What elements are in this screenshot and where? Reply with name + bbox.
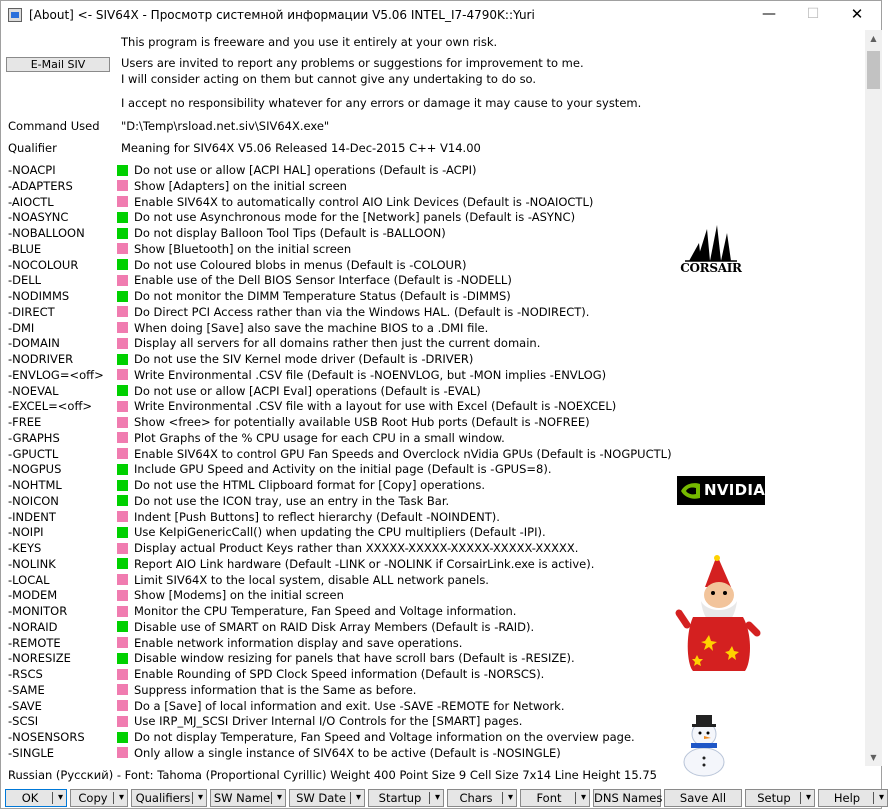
chars-button[interactable] (447, 789, 517, 807)
qualifier-label: Qualifier (8, 141, 57, 155)
qualifier-flag: -REMOTE (8, 635, 61, 650)
qualifier-description: Use KeIpiGenericCall() when updating the CPU multipliers (Default -IPI). (134, 525, 546, 540)
setup-button[interactable] (745, 789, 815, 807)
button-label: Copy (78, 791, 108, 805)
pink-blob-icon (117, 417, 128, 428)
qualifier-description: Display actual Product Keys rather than XXXXX-XXXXX-XXXXX-XXXXX-XXXXX. (134, 541, 579, 555)
qualifier-description: Limit SIV64X to the local system, disable ALL network panels. (134, 572, 489, 587)
green-blob-icon (117, 621, 128, 632)
green-blob-icon (117, 653, 128, 664)
green-blob-icon (117, 385, 128, 396)
qualifier-description: When doing [Save] also save the machine BIOS to a .DMI file. (134, 320, 489, 335)
qualifier-description: Monitor the CPU Temperature, Fan Speed and Voltage information. (134, 604, 517, 618)
pink-blob-icon (117, 180, 128, 191)
qualifier-flag: -EXCEL=<off> (8, 399, 93, 414)
qualifier-description: Use IRP_MJ_SCSI Driver Internal I/O Controls for the [SMART] pages. (134, 714, 523, 729)
scroll-thumb[interactable] (867, 51, 880, 89)
button-separator (113, 792, 114, 804)
qualifier-description: Include GPU Speed and Activity on the initial page (Default is -GPUS=8). (134, 462, 552, 477)
button-separator (52, 792, 53, 804)
qualifier-flag: -RSCS (8, 667, 43, 681)
qualifier-flag: -AIOCTL (8, 194, 54, 209)
button-label: DNS Names (594, 791, 663, 805)
qualifier-flag: -NOIPI (8, 525, 44, 540)
qualifier-flag: -NODRIVER (8, 352, 74, 366)
green-blob-icon (117, 495, 128, 506)
qualifier-flag: -SINGLE (8, 745, 55, 760)
chevron-down-icon[interactable]: ▾ (276, 792, 282, 803)
qualifier-flag: -DIRECT (8, 304, 55, 319)
qualifier-flag: -NOGPUS (8, 462, 62, 477)
chevron-down-icon[interactable]: ▾ (580, 792, 586, 803)
button-separator (800, 792, 801, 804)
qualifier-description: Do not use Asynchronous mode for the [Network] panels (Default is -ASYNC) (134, 210, 576, 225)
qualifier-description: Disable window resizing for panels that have scroll bars (Default is -RESIZE). (134, 651, 575, 666)
qualifier-description: Enable use of the Dell BIOS Sensor Interface (Default is -NODELL) (134, 273, 512, 288)
about-content (1, 30, 865, 766)
qualifier-flag: -NOHTML (8, 478, 62, 492)
chevron-down-icon[interactable]: ▾ (57, 792, 63, 803)
snowman-mascot-icon (677, 712, 731, 776)
qualifier-flag: -NODIMMS (8, 289, 70, 303)
command-used-value: "D:\Temp\rsload.net.siv\SIV64X.exe" (121, 119, 330, 133)
qualifier-description: Do not use the HTML Clipboard format for [Copy] operations. (134, 478, 485, 492)
qualifier-flag: -MONITOR (8, 604, 68, 618)
qualifier-flag: -BLUE (8, 241, 42, 256)
copy-button[interactable] (70, 789, 128, 807)
save-all-button[interactable] (664, 789, 742, 807)
chevron-down-icon[interactable]: ▾ (434, 792, 440, 803)
pink-blob-icon (117, 448, 128, 459)
pink-blob-icon (117, 306, 128, 317)
qualifier-flag: -NOEVAL (8, 383, 59, 398)
button-separator (350, 792, 351, 804)
qualifier-flag: -NOBALLOON (8, 226, 85, 240)
pink-blob-icon (117, 684, 128, 695)
button-label: Help (833, 791, 861, 805)
pink-blob-icon (117, 322, 128, 333)
qualifier-flag: -GRAPHS (8, 430, 60, 445)
qualifier-description: Write Environmental .CSV file with a layout for use with Excel (Default is -NOEXCEL) (134, 399, 617, 414)
qualifier-flag: -NOLINK (8, 556, 56, 571)
qualifier-description: Do not display Temperature, Fan Speed and Voltage information on the overview page. (134, 730, 635, 744)
minimize-button[interactable]: — (762, 6, 776, 22)
pink-blob-icon (117, 432, 128, 443)
pink-blob-icon (117, 606, 128, 617)
button-label: Chars (459, 791, 493, 805)
qualifier-description: Suppress information that is the Same as before. (134, 682, 417, 697)
qualifier-description: Show [Bluetooth] on the initial screen (134, 241, 352, 256)
button-label: Startup (378, 791, 422, 805)
button-separator (271, 792, 272, 804)
qualifier-description: Do not use the SIV Kernel mode driver (Default is -DRIVER) (134, 352, 474, 366)
qualifier-description: Do not use or allow [ACPI HAL] operations (Default is -ACPI) (134, 163, 477, 177)
button-label: Font (536, 791, 562, 805)
qualifier-description: Plot Graphs of the % CPU usage for each CPU in a small window. (134, 430, 505, 445)
qualifier-description: Show [Adapters] on the initial screen (134, 178, 347, 193)
help-button[interactable] (818, 789, 888, 807)
scroll-down-icon[interactable]: ▼ (870, 753, 877, 762)
qualifier-flag: -DMI (8, 320, 35, 335)
qualifier-description: Only allow a single instance of SIV64X to be active (Default is -NOSINGLE) (134, 745, 561, 760)
button-label: Setup (757, 791, 791, 805)
pink-blob-icon (117, 669, 128, 680)
pink-blob-icon (117, 338, 128, 349)
pink-blob-icon (117, 369, 128, 380)
qualifier-flag: -GPUCTL (8, 446, 59, 461)
qualifier-flag: -FREE (8, 415, 42, 429)
pink-blob-icon (117, 401, 128, 412)
corsair-sails-icon (677, 223, 745, 263)
pink-blob-icon (117, 243, 128, 254)
button-label: OK (21, 791, 39, 805)
scroll-up-icon[interactable]: ▲ (870, 34, 877, 43)
qualifier-flag: -NOSENSORS (8, 730, 85, 744)
pink-blob-icon (117, 196, 128, 207)
button-separator (873, 792, 874, 804)
green-blob-icon (117, 228, 128, 239)
qualifier-description: Disable use of SMART on RAID Disk Array Members (Default is -RAID). (134, 619, 535, 634)
button-label: Qualifiers (135, 791, 191, 805)
qualifier-description: Do not use Coloured blobs in menus (Default is -COLOUR) (134, 257, 467, 272)
responsibility-notice: I accept no responsibility whatever for any errors or damage it may cause to your system. (121, 96, 642, 110)
qualifier-description: Write Environmental .CSV file (Default is -NOENVLOG, but -MON implies -ENVLOG) (134, 367, 607, 382)
green-blob-icon (117, 259, 128, 270)
qualifier-flag: -NOASYNC (8, 210, 69, 225)
green-blob-icon (117, 558, 128, 569)
qualifier-description: Enable SIV64X to control GPU Fan Speeds and Overclock nVidia GPUs (Default is -NOGPUCTL) (134, 446, 672, 461)
corsair-logo (677, 223, 745, 275)
green-blob-icon (117, 480, 128, 491)
button-bar (1, 788, 884, 809)
dns-names-button[interactable] (593, 789, 661, 807)
button-separator (575, 792, 576, 804)
nvidia-eye-icon (677, 476, 703, 505)
button-label: SW Name (213, 791, 271, 805)
qualifier-description: Enable SIV64X to automatically control AIO Link Devices (Default is -NOAIOCTL) (134, 194, 594, 209)
qualifier-description: Display all servers for all domains rather then just the current domain. (134, 336, 541, 351)
qualifier-flag: -INDENT (8, 509, 56, 524)
green-blob-icon (117, 291, 128, 302)
qualifier-flag: -ENVLOG=<off> (8, 367, 104, 382)
font-status-line: Russian (Русский) - Font: Tahoma (Proportional Cyrillic) Weight 400 Point Size 9 Cell Size 7x14 Line Height 15.75 (8, 768, 657, 782)
pink-blob-icon (117, 574, 128, 585)
qualifier-flag: -NOICON (8, 493, 59, 508)
chevron-down-icon[interactable]: ▾ (355, 792, 361, 803)
qualifier-description: Show [Modems] on the initial screen (134, 588, 344, 603)
qualifier-flag: -DELL (8, 273, 42, 288)
qualifier-description: Indent [Push Buttons] to reflect hierarchy (Default -NOINDENT). (134, 509, 500, 524)
button-separator (429, 792, 430, 804)
qualifier-description: Do not use the ICON tray, use an entry in the Task Bar. (134, 493, 450, 508)
qualifier-description: Do not use or allow [ACPI Eval] operations (Default is -EVAL) (134, 383, 481, 398)
wizard-mascot-icon (675, 555, 759, 675)
button-label: SW Date (296, 791, 346, 805)
green-blob-icon (117, 165, 128, 176)
green-blob-icon (117, 464, 128, 475)
window-title: [About] <- SIV64X - Просмотр системной информации V5.06 INTEL_I7-4790K::Yuri (29, 8, 535, 22)
nvidia-wordmark: NVIDIA (704, 481, 766, 499)
qualifiers-button[interactable] (131, 789, 207, 807)
vertical-scrollbar[interactable] (865, 30, 882, 766)
font-button[interactable] (520, 789, 590, 807)
chevron-down-icon[interactable]: ▾ (507, 792, 513, 803)
green-blob-icon (117, 732, 128, 743)
green-blob-icon (117, 212, 128, 223)
qualifier-description: Enable network information display and save operations. (134, 635, 463, 650)
pink-blob-icon (117, 716, 128, 727)
qualifier-flag: -KEYS (8, 541, 42, 555)
qualifier-meaning: Meaning for SIV64X V5.06 Released 14-Dec-2015 C++ V14.00 (121, 141, 481, 155)
qualifier-flag: -DOMAIN (8, 336, 60, 351)
nvidia-logo (677, 476, 765, 505)
qualifier-description: Do a [Save] of local information and exit. Use -SAVE -REMOTE for Network. (134, 698, 565, 713)
chevron-down-icon[interactable]: ▾ (197, 792, 203, 803)
button-separator (502, 792, 503, 804)
chevron-down-icon[interactable]: ▾ (805, 792, 811, 803)
qualifier-flag: -NOCOLOUR (8, 257, 79, 272)
chevron-down-icon[interactable]: ▾ (118, 792, 124, 803)
qualifier-flag: -NORAID (8, 619, 58, 634)
ok-button[interactable] (5, 789, 67, 807)
qualifier-flag: -MODEM (8, 588, 58, 603)
pink-blob-icon (117, 747, 128, 758)
green-blob-icon (117, 354, 128, 365)
pink-blob-icon (117, 637, 128, 648)
email-siv-button[interactable]: E-Mail SIV (6, 57, 110, 72)
qualifier-description: Do Direct PCI Access rather than via the Windows HAL. (Default is -NODIRECT). (134, 304, 590, 319)
qualifier-description: Report AIO Link hardware (Default -LINK or -NOLINK if CorsairLink.exe is active). (134, 556, 595, 571)
sw-name-button[interactable] (210, 789, 286, 807)
pink-blob-icon (117, 275, 128, 286)
qualifier-flag: -LOCAL (8, 572, 50, 587)
corsair-wordmark: CORSAIR (680, 261, 742, 275)
startup-button[interactable] (368, 789, 444, 807)
chevron-down-icon[interactable]: ▾ (878, 792, 884, 803)
title-bar[interactable] (1, 1, 881, 30)
pink-blob-icon (117, 543, 128, 554)
qualifier-description: Show <free> for potentially available USB Root Hub ports (Default is -NOFREE) (134, 415, 590, 429)
close-button[interactable]: ✕ (850, 5, 864, 23)
pink-blob-icon (117, 511, 128, 522)
pink-blob-icon (117, 700, 128, 711)
command-used-label: Command Used (8, 119, 100, 133)
qualifier-description: Do not display Balloon Tool Tips (Default is -BALLOON) (134, 226, 446, 240)
report-notice: Users are invited to report any problems or suggestions for improvement to me. (121, 56, 584, 70)
button-label: Save All (679, 791, 727, 805)
qualifier-description: Do not monitor the DIMM Temperature Status (Default is -DIMMS) (134, 289, 511, 303)
qualifier-flag: -SAME (8, 682, 45, 697)
app-icon[interactable] (8, 8, 22, 22)
acting-notice: I will consider acting on them but cannot give any undertaking to do so. (121, 72, 537, 86)
qualifier-flag: -SCSI (8, 714, 39, 729)
qualifier-flag: -SAVE (8, 698, 42, 713)
maximize-button: ☐ (806, 6, 820, 22)
freeware-notice: This program is freeware and you use it entirely at your own risk. (121, 35, 498, 49)
sw-date-button[interactable] (289, 789, 365, 807)
qualifier-flag: -ADAPTERS (8, 178, 73, 193)
green-blob-icon (117, 527, 128, 538)
qualifier-description: Enable Rounding of SPD Clock Speed information (Default is -NORSCS). (134, 667, 545, 681)
button-separator (192, 792, 193, 804)
pink-blob-icon (117, 590, 128, 601)
qualifier-flag: -NOACPI (8, 163, 56, 177)
qualifier-flag: -NORESIZE (8, 651, 71, 666)
